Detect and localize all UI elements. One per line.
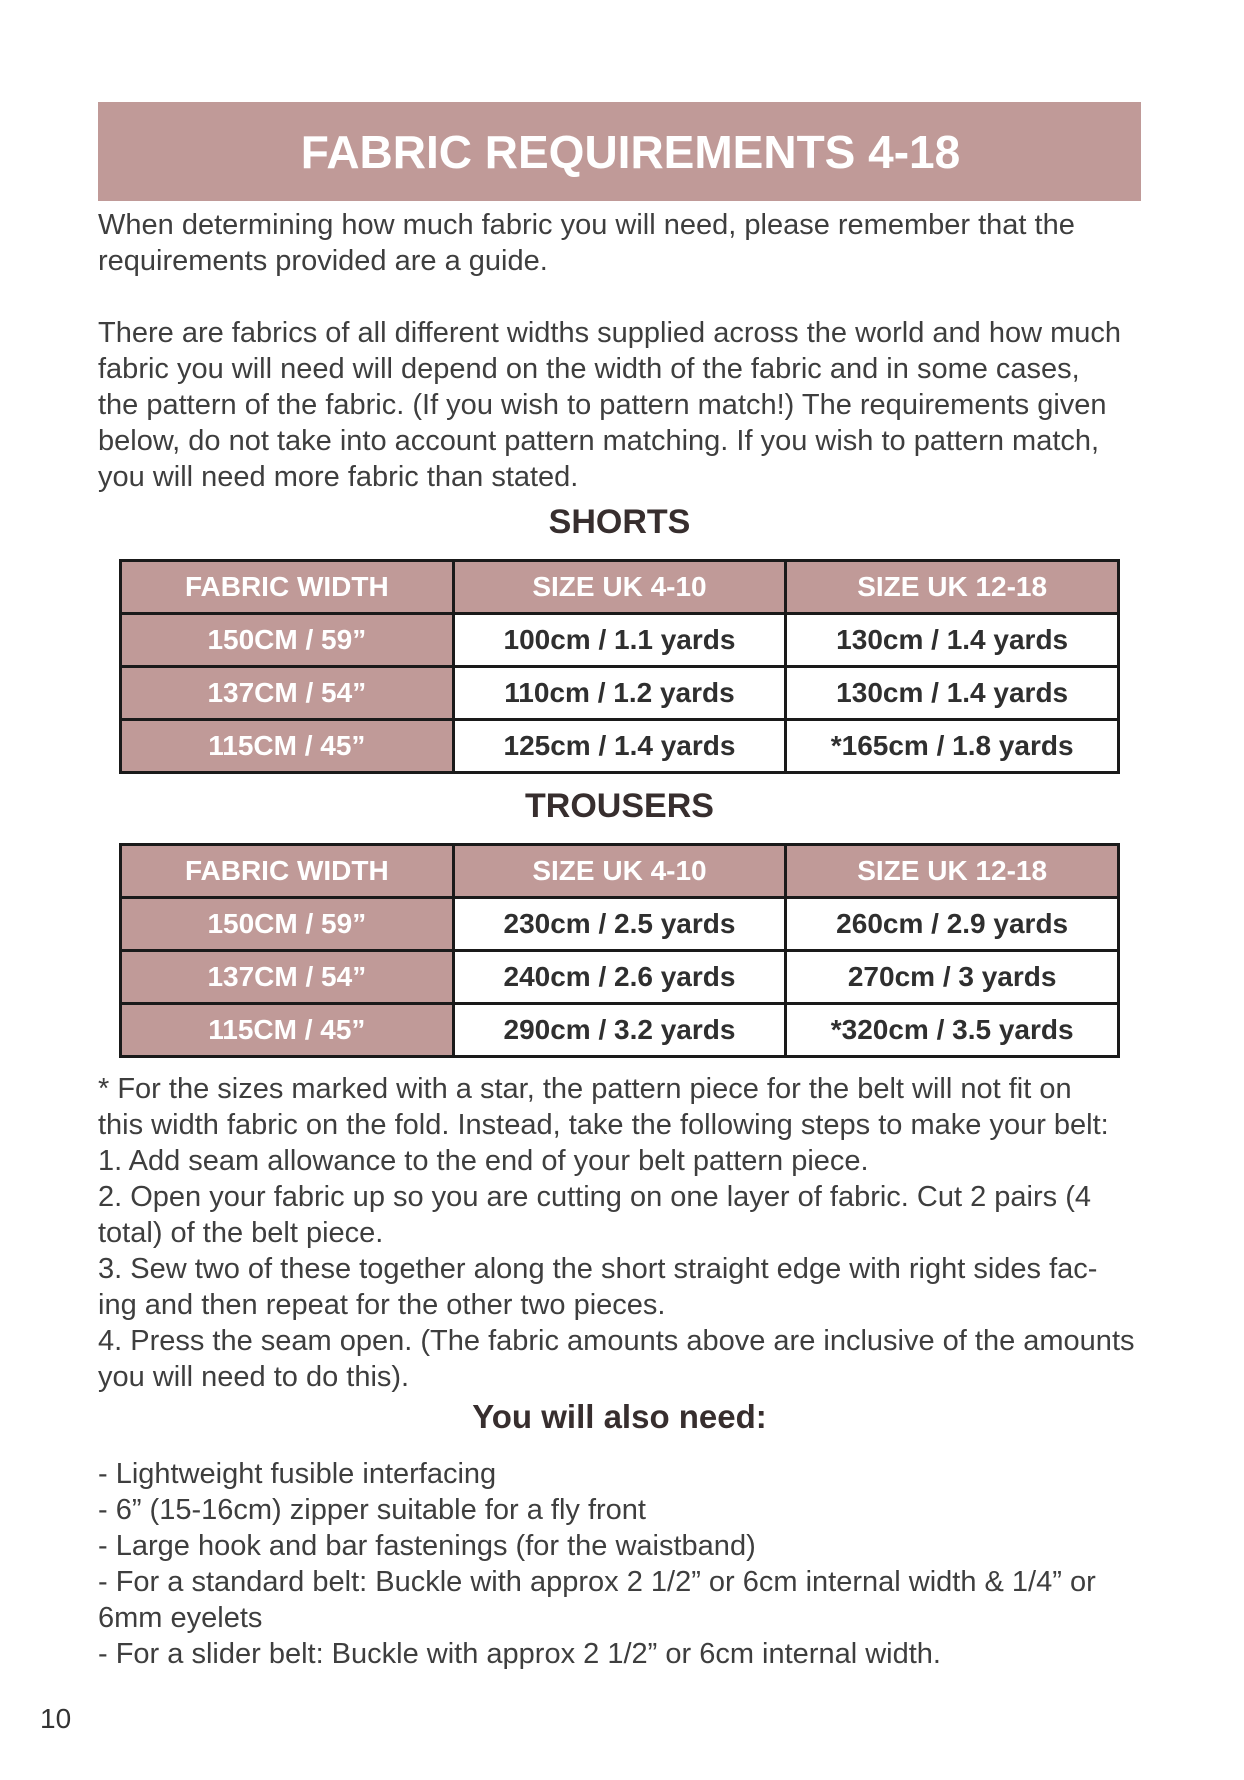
intro-line: requirements provided are a guide.: [98, 245, 548, 277]
footnote-line: 1. Add seam allowance to the end of your belt pattern piece.: [98, 1145, 869, 1177]
fabric-width-cell: 150CM / 59”: [121, 614, 454, 667]
yardage-cell: 100cm / 1.1 yards: [453, 614, 786, 667]
yardage-cell: 125cm / 1.4 yards: [453, 720, 786, 773]
footnote-line: 3. Sew two of these together along the short straight edge with right sides fac-: [98, 1253, 1098, 1285]
table-header-row: [121, 561, 1119, 614]
fabric-width-cell: 137CM / 54”: [121, 951, 454, 1004]
page-number: 10: [40, 1703, 72, 1734]
trousers-heading: TROUSERS: [525, 787, 714, 825]
supplies-line: - Large hook and bar fastenings (for the waistband): [98, 1530, 756, 1562]
table-header-cell: FABRIC WIDTH: [121, 845, 454, 898]
table-row: [121, 898, 1119, 951]
page-title: FABRIC REQUIREMENTS 4-18: [300, 125, 961, 178]
widths-line: the pattern of the fabric. (If you wish to pattern match!) The requirements given: [98, 389, 1107, 421]
fabric-width-cell: 137CM / 54”: [121, 667, 454, 720]
fabric-width-cell: 115CM / 45”: [121, 1004, 454, 1057]
yardage-cell: 130cm / 1.4 yards: [786, 667, 1119, 720]
table-header-cell: SIZE UK 12-18: [786, 561, 1119, 614]
title-banner: [98, 102, 1141, 201]
widths-line: There are fabrics of all different widths supplied across the world and how much: [98, 317, 1122, 349]
yardage-cell: 110cm / 1.2 yards: [453, 667, 786, 720]
supplies-line: - Lightweight fusible interfacing: [98, 1458, 497, 1490]
yardage-cell: 130cm / 1.4 yards: [786, 614, 1119, 667]
yardage-cell: 290cm / 3.2 yards: [453, 1004, 786, 1057]
supplies-line: - For a slider belt: Buckle with approx 2 1/2” or 6cm internal width.: [98, 1638, 941, 1670]
table-header-cell: SIZE UK 4-10: [453, 845, 786, 898]
shorts-table: [119, 559, 1120, 774]
star-footnote: [98, 1071, 1135, 1395]
table-header-cell: SIZE UK 12-18: [786, 845, 1119, 898]
intro-line: When determining how much fabric you will need, please remember that the: [98, 209, 1075, 241]
widths-line: below, do not take into account pattern matching. If you wish to pattern match,: [98, 425, 1100, 457]
footnote-line: 4. Press the seam open. (The fabric amounts above are inclusive of the amounts: [98, 1325, 1135, 1357]
yardage-cell: 260cm / 2.9 yards: [786, 898, 1119, 951]
supplies-line: - For a standard belt: Buckle with approx 2 1/2” or 6cm internal width & 1/4” or: [98, 1566, 1096, 1598]
footnote-line: 2. Open your fabric up so you are cutting on one layer of fabric. Cut 2 pairs (4: [98, 1181, 1091, 1213]
trousers-table: [119, 843, 1120, 1058]
widths-line: you will need more fabric than stated.: [98, 461, 579, 493]
supplies-line: - 6” (15-16cm) zipper suitable for a fly front: [98, 1494, 646, 1526]
intro-paragraph: [98, 207, 1075, 279]
yardage-cell: 240cm / 2.6 yards: [453, 951, 786, 1004]
table-header-cell: SIZE UK 4-10: [453, 561, 786, 614]
widths-paragraph: [98, 315, 1121, 495]
shorts-heading: SHORTS: [548, 503, 691, 541]
yardage-cell: *320cm / 3.5 yards: [786, 1004, 1119, 1057]
supplies-line: 6mm eyelets: [98, 1602, 263, 1634]
footnote-line: you will need to do this).: [98, 1361, 410, 1393]
also-need-heading: You will also need:: [472, 1398, 767, 1435]
table-row: [121, 1004, 1119, 1057]
table-row: [121, 951, 1119, 1004]
table-header-row: [121, 845, 1119, 898]
yardage-cell: 270cm / 3 yards: [786, 951, 1119, 1004]
table-row: [121, 667, 1119, 720]
supplies-list: [98, 1456, 1096, 1672]
fabric-width-cell: 115CM / 45”: [121, 720, 454, 773]
footnote-line: * For the sizes marked with a star, the pattern piece for the belt will not fit on: [98, 1073, 1072, 1105]
footnote-line: this width fabric on the fold. Instead, take the following steps to make your belt:: [98, 1109, 1109, 1141]
widths-line: fabric you will need will depend on the width of the fabric and in some cases,: [98, 353, 1080, 385]
yardage-cell: *165cm / 1.8 yards: [786, 720, 1119, 773]
footnote-line: total) of the belt piece.: [98, 1217, 384, 1249]
footnote-line: ing and then repeat for the other two pieces.: [98, 1289, 666, 1321]
table-row: [121, 614, 1119, 667]
table-row: [121, 720, 1119, 773]
fabric-width-cell: 150CM / 59”: [121, 898, 454, 951]
table-header-cell: FABRIC WIDTH: [121, 561, 454, 614]
yardage-cell: 230cm / 2.5 yards: [453, 898, 786, 951]
